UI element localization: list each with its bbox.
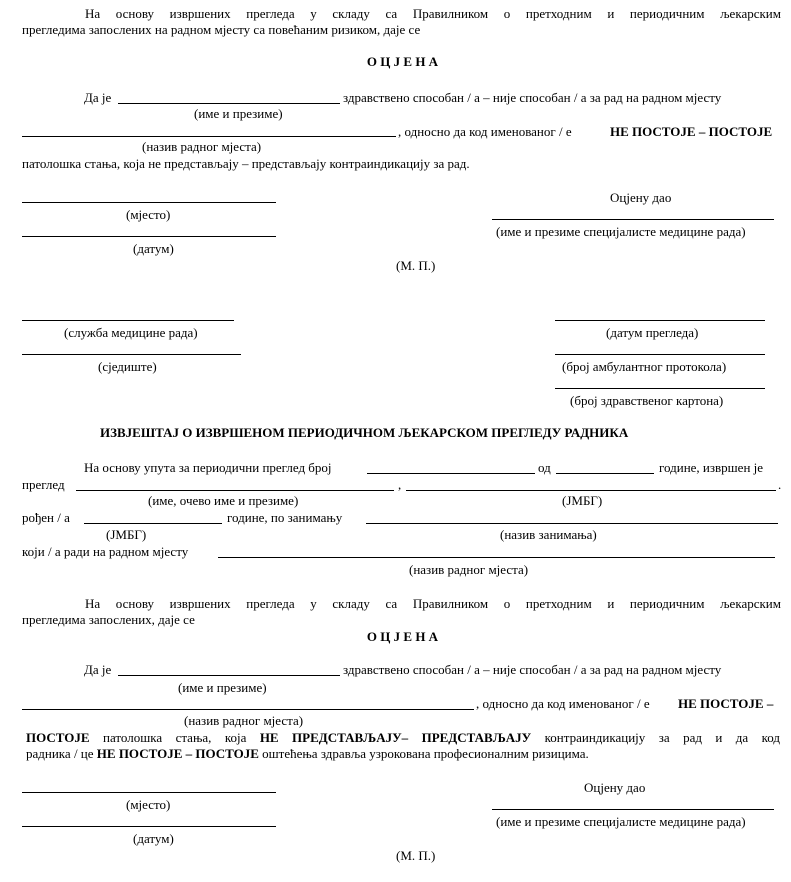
name-caption: (име и презиме)	[194, 106, 283, 121]
stamp-placeholder-2: (М. П.)	[396, 848, 436, 863]
jmbg-caption: (ЈМБГ)	[562, 493, 603, 508]
specialist-caption-2: (име и презиме специјалисте медицине рада)	[496, 814, 746, 829]
damage-options: НЕ ПОСТОЈЕ – ПОСТОЈЕ	[96, 746, 259, 761]
service-caption: (служба медицине рада)	[64, 325, 198, 340]
represent-options: НЕ ПРЕДСТАВЉАЈУ– ПРЕДСТАВЉАЈУ	[259, 730, 532, 745]
works-at-label: који / а ради на радном мјесту	[22, 544, 189, 559]
workplace-field-line[interactable]	[22, 136, 396, 137]
place-field-line-2[interactable]	[22, 792, 276, 793]
fit-statement-2: здравствено способан / а – није способан / а за рад на радном мјесту	[343, 662, 722, 677]
name-caption-2: (име и презиме)	[178, 680, 267, 695]
place-field-line[interactable]	[22, 202, 276, 203]
worker-text: радника / це	[26, 746, 94, 761]
fit-statement: здравствено способан / а – није способан / а за рад на радном мјесту	[343, 90, 722, 105]
assessment-heading-2: О Ц Ј Е Н А	[366, 629, 439, 644]
full-name-field-line[interactable]	[76, 490, 394, 491]
specialist-caption: (име и презиме специјалисте медицине рада)	[496, 224, 746, 239]
birth-year-field-line[interactable]	[84, 523, 222, 524]
exam-date-caption: (датум прегледа)	[606, 325, 699, 340]
name-field-line[interactable]	[118, 103, 340, 104]
intro-paragraph-line-2: прегледима запослених на радном мјесту са повећаним ризиком, даје се	[22, 22, 421, 37]
intro-paragraph-2-line-2: прегледима запослених, даје се	[22, 612, 195, 627]
year-occupation-text: године, по занимању	[227, 510, 343, 525]
born-label: рођен / а	[22, 510, 70, 525]
specialist-signature-line[interactable]	[492, 219, 774, 220]
respectively-text: , односно да код именованог / е	[398, 124, 572, 139]
referral-date-line[interactable]	[556, 473, 654, 474]
seat-caption: (сједиште)	[98, 359, 157, 374]
exam-date-field-line[interactable]	[555, 320, 765, 321]
jmbg-caption-2: (ЈМБГ)	[106, 527, 147, 542]
protocol-field-line[interactable]	[555, 354, 765, 355]
jmbg-field-line[interactable]	[406, 490, 776, 491]
place-caption-2: (мјесто)	[126, 797, 171, 812]
not-exist-option-2: НЕ ПОСТОЈЕ –	[678, 696, 774, 711]
exam-performed-text: године, извршен је	[659, 460, 764, 475]
protocol-caption: (број амбулантног протокола)	[562, 359, 727, 374]
service-field-line[interactable]	[22, 320, 234, 321]
pathology-text-2: патолошка стања, која	[103, 730, 247, 745]
specialist-signature-line-2[interactable]	[492, 809, 774, 810]
pathology-statement: патолошка стања, која не представљају – представљају контраиндикацију за рад.	[22, 156, 470, 171]
report-workplace-caption: (назив радног мјеста)	[409, 562, 529, 577]
health-card-caption: (број здравственог картона)	[570, 393, 724, 408]
date-caption-2: (датум)	[133, 831, 174, 846]
workplace-caption-2: (назив радног мјеста)	[184, 713, 304, 728]
da-je-label-2: Да је	[84, 662, 112, 677]
period: .	[778, 477, 782, 492]
workplace-field-line-2[interactable]	[22, 709, 474, 710]
occupation-caption: (назив занимања)	[500, 527, 597, 542]
pathology-statement-2-line-2	[26, 746, 589, 762]
assessed-by-label: Оцјену дао	[610, 190, 672, 205]
name-field-line-2[interactable]	[118, 675, 340, 676]
report-title: ИЗВЈЕШТАЈ О ИЗВРШЕНОМ ПЕРИОДИЧНОМ ЉЕКАРСКОМ ПРЕГЛЕДУ РАДНИКА	[100, 425, 629, 440]
report-workplace-field-line[interactable]	[218, 557, 775, 558]
occupation-field-line[interactable]	[366, 523, 778, 524]
date-caption: (датум)	[133, 241, 174, 256]
date-field-line[interactable]	[22, 236, 276, 237]
intro-paragraph-line-1: На основу извршених прегледа у складу са Правилником о претходним и периодичним љекарским	[85, 6, 781, 21]
name-father-caption: (име, очево име и презиме)	[148, 493, 299, 508]
occupational-damage-text: оштећења здравља узрокована професионалним ризицима.	[262, 746, 589, 761]
assessed-by-label-2: Оцјену дао	[584, 780, 646, 795]
assessment-heading: О Ц Ј Е Н А	[366, 54, 439, 69]
stamp-placeholder: (М. П.)	[396, 258, 436, 273]
comma: ,	[398, 477, 402, 492]
not-exist-exist-options: НЕ ПОСТОЈЕ – ПОСТОЈЕ	[610, 124, 773, 139]
referral-number-line[interactable]	[367, 473, 535, 474]
respectively-text-2: , односно да код именованог / е	[476, 696, 650, 711]
from-label: од	[538, 460, 551, 475]
contraindication-text: контраиндикацију за рад и да код	[544, 730, 781, 745]
exist-option-2: ПОСТОЈЕ	[26, 730, 90, 745]
date-field-line-2[interactable]	[22, 826, 276, 827]
place-caption: (мјесто)	[126, 207, 171, 222]
referral-text: На основу упута за периодични преглед број	[84, 460, 332, 475]
intro-paragraph-2-line-1: На основу извршених прегледа у складу са Правилником о претходним и периодичним љекарским	[85, 596, 781, 611]
exam-label: преглед	[22, 477, 65, 492]
seat-field-line[interactable]	[22, 354, 241, 355]
da-je-label: Да је	[84, 90, 112, 105]
health-card-field-line[interactable]	[555, 388, 765, 389]
pathology-statement-2-line-1	[26, 730, 780, 746]
workplace-caption: (назив радног мјеста)	[142, 139, 262, 154]
